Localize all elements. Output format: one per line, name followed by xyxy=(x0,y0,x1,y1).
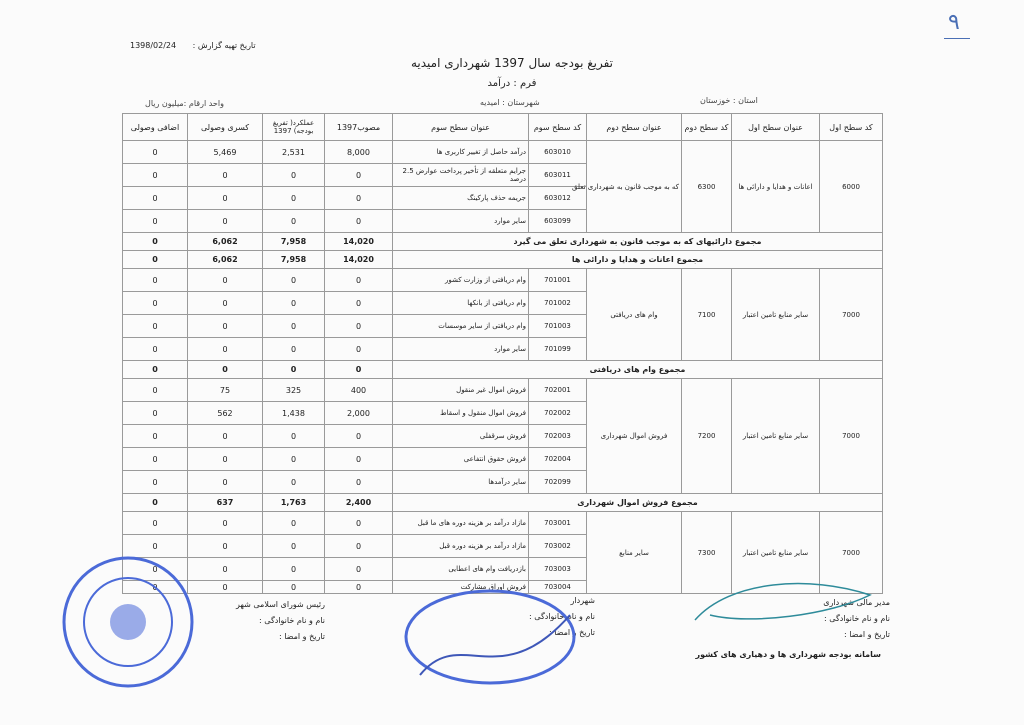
council-stamp xyxy=(58,552,198,692)
subtotal-label: مجموع فروش اموال شهرداری xyxy=(393,494,883,512)
row-surplus: 0 xyxy=(123,425,188,448)
row-title: فروش سرقفلی xyxy=(393,425,529,448)
row-surplus: 0 xyxy=(123,141,188,164)
page-number-underline xyxy=(944,38,970,39)
row-deficit: 0 xyxy=(188,338,263,361)
col-approved: مصوب1397 xyxy=(325,114,393,141)
col-l2-title: عنوان سطح دوم xyxy=(587,114,682,141)
subtotal-row xyxy=(123,361,883,379)
finance-manager-name-label: نام و نام خانوادگی : xyxy=(824,614,890,623)
row-deficit: 562 xyxy=(188,402,263,425)
row-code: 603012 xyxy=(529,187,587,210)
row-code: 702001 xyxy=(529,379,587,402)
subtotal-row xyxy=(123,251,883,269)
group3-l2-code: 7200 xyxy=(682,379,732,494)
row-approved: 0 xyxy=(325,187,393,210)
row-actual: 0 xyxy=(263,164,325,187)
subtotal-deficit: 0 xyxy=(188,361,263,379)
subtotal-row xyxy=(123,233,883,251)
council-head-title: رئیس شورای اسلامی شهر xyxy=(236,600,325,609)
row-actual: 0 xyxy=(263,210,325,233)
group3-l2-title: فروش اموال شهرداری xyxy=(587,379,682,494)
row-code: 703004 xyxy=(529,581,587,594)
group4-l2-title: سایر منابع xyxy=(587,512,682,594)
row-deficit: 0 xyxy=(188,269,263,292)
subtotal-actual: 0 xyxy=(263,361,325,379)
group1-l1-code: 6000 xyxy=(820,141,883,233)
row-approved: 0 xyxy=(325,512,393,535)
row-deficit: 0 xyxy=(188,512,263,535)
system-name: سامانه بودجه شهرداری ها و دهیاری های کشور xyxy=(695,650,881,659)
row-actual: 2,531 xyxy=(263,141,325,164)
row-code: 703001 xyxy=(529,512,587,535)
row-surplus: 0 xyxy=(123,187,188,210)
mayor-name-label: نام و نام خانوادگی : xyxy=(529,612,595,621)
group4-l1-code: 7000 xyxy=(820,512,883,594)
row-actual: 0 xyxy=(263,315,325,338)
col-actual: عملکرد( تفریغ بودجه) 1397 xyxy=(263,114,325,141)
row-actual: 0 xyxy=(263,425,325,448)
subtotal-surplus: 0 xyxy=(123,361,188,379)
table-row xyxy=(123,512,883,535)
row-title: جریمه حذف پارکینگ xyxy=(393,187,529,210)
col-l1-title: عنوان سطح اول xyxy=(732,114,820,141)
row-title: بازدریافت وام های اعطایی xyxy=(393,558,529,581)
row-actual: 0 xyxy=(263,338,325,361)
row-approved: 2,000 xyxy=(325,402,393,425)
row-deficit: 0 xyxy=(188,448,263,471)
subtotal-approved: 14,020 xyxy=(325,233,393,251)
row-title: درآمد حاصل از تغییر کاربری ها xyxy=(393,141,529,164)
row-actual: 0 xyxy=(263,535,325,558)
row-approved: 0 xyxy=(325,425,393,448)
page-number: ٩ xyxy=(948,10,960,35)
row-actual: 0 xyxy=(263,558,325,581)
mayor-date-label: تاریخ و امضا : xyxy=(549,628,595,637)
row-title: فروش اوراق مشارکت xyxy=(393,581,529,594)
emblem-icon xyxy=(110,604,146,640)
row-surplus: 0 xyxy=(123,471,188,494)
row-code: 702099 xyxy=(529,471,587,494)
row-title: وام دریافتی از سایر موسسات xyxy=(393,315,529,338)
page-title: تفریغ بودجه سال 1397 شهرداری امیدیه xyxy=(410,56,614,70)
finance-signature xyxy=(690,575,880,635)
row-title: سایر موارد xyxy=(393,338,529,361)
row-surplus: 0 xyxy=(123,512,188,535)
row-actual: 0 xyxy=(263,187,325,210)
row-approved: 0 xyxy=(325,210,393,233)
row-title: سایر موارد xyxy=(393,210,529,233)
row-surplus: 0 xyxy=(123,210,188,233)
row-deficit: 0 xyxy=(188,535,263,558)
finance-manager-title: مدیر مالی شهرداری xyxy=(823,598,890,607)
row-approved: 0 xyxy=(325,269,393,292)
row-deficit: 5,469 xyxy=(188,141,263,164)
row-surplus: 0 xyxy=(123,292,188,315)
row-surplus: 0 xyxy=(123,315,188,338)
signature-stroke-icon xyxy=(420,615,570,675)
subtotal-approved: 2,400 xyxy=(325,494,393,512)
row-approved: 0 xyxy=(325,581,393,594)
row-code: 603010 xyxy=(529,141,587,164)
row-code: 701003 xyxy=(529,315,587,338)
row-approved: 400 xyxy=(325,379,393,402)
subtotal-deficit: 6,062 xyxy=(188,233,263,251)
subtotal-surplus: 0 xyxy=(123,251,188,269)
budget-table xyxy=(122,113,883,594)
subtotal-actual: 7,958 xyxy=(263,251,325,269)
form-subtitle: فرم : درآمد xyxy=(487,78,537,89)
row-surplus: 0 xyxy=(123,535,188,558)
subtotal-surplus: 0 xyxy=(123,494,188,512)
report-date-label: تاریخ تهیه گزارش : xyxy=(192,41,256,50)
row-actual: 0 xyxy=(263,471,325,494)
row-surplus: 0 xyxy=(123,269,188,292)
subtotal-actual: 1,763 xyxy=(263,494,325,512)
row-approved: 0 xyxy=(325,292,393,315)
mayor-title: شهردار xyxy=(570,596,595,605)
col-l3-title: عنوان سطح سوم xyxy=(393,114,529,141)
row-title: فروش حقوق انتفاعی xyxy=(393,448,529,471)
row-code: 703003 xyxy=(529,558,587,581)
col-l3-code: کد سطح سوم xyxy=(529,114,587,141)
row-approved: 0 xyxy=(325,338,393,361)
row-code: 701099 xyxy=(529,338,587,361)
row-deficit: 0 xyxy=(188,210,263,233)
row-deficit: 0 xyxy=(188,425,263,448)
group2-l2-title: وام های دریافتی xyxy=(587,269,682,361)
subtotal-label: مجموع اعانات و هدایا و دارائی ها xyxy=(393,251,883,269)
row-code: 702003 xyxy=(529,425,587,448)
row-approved: 0 xyxy=(325,164,393,187)
group2-l2-code: 7100 xyxy=(682,269,732,361)
row-code: 701001 xyxy=(529,269,587,292)
row-deficit: 0 xyxy=(188,187,263,210)
row-surplus: 0 xyxy=(123,448,188,471)
row-code: 701002 xyxy=(529,292,587,315)
council-head-block xyxy=(200,600,325,641)
col-l1-code: کد سطح اول xyxy=(820,114,883,141)
report-date xyxy=(130,41,256,50)
subtotal-approved: 14,020 xyxy=(325,251,393,269)
row-deficit: 0 xyxy=(188,471,263,494)
row-title: جرایم متعلقه از تأخیر پرداخت عوارض 2.5 درصد xyxy=(393,164,529,187)
signature-stroke-icon xyxy=(695,584,870,620)
col-l2-code: کد سطح دوم xyxy=(682,114,732,141)
row-approved: 0 xyxy=(325,558,393,581)
col-surplus: اضافی وصولی xyxy=(123,114,188,141)
ministry-stamp xyxy=(400,585,580,690)
row-surplus: 0 xyxy=(123,338,188,361)
row-title: مازاد درآمد بر هزینه دوره های ما قبل xyxy=(393,512,529,535)
report-date-value: 1398/02/24 xyxy=(130,41,177,50)
row-code: 603099 xyxy=(529,210,587,233)
subtotal-deficit: 6,062 xyxy=(188,251,263,269)
subtotal-row xyxy=(123,494,883,512)
row-actual: 0 xyxy=(263,448,325,471)
group1-l2-code: 6300 xyxy=(682,141,732,233)
units-label: واحد ارقام :میلیون ریال xyxy=(145,99,224,108)
row-title: وام دریافتی از وزارت کشور xyxy=(393,269,529,292)
subtotal-approved: 0 xyxy=(325,361,393,379)
row-actual: 0 xyxy=(263,581,325,594)
row-surplus: 0 xyxy=(123,558,188,581)
subtotal-surplus: 0 xyxy=(123,233,188,251)
row-title: وام دریافتی از بانکها xyxy=(393,292,529,315)
row-title: مازاد درآمد بر هزینه دوره قبل xyxy=(393,535,529,558)
city-label: شهرستان : امیدیه xyxy=(480,98,540,107)
table-header-row xyxy=(123,114,883,141)
row-code: 603011 xyxy=(529,164,587,187)
row-surplus: 0 xyxy=(123,402,188,425)
row-actual: 0 xyxy=(263,292,325,315)
row-title: فروش اموال غیر منقول xyxy=(393,379,529,402)
subtotal-actual: 7,958 xyxy=(263,233,325,251)
row-actual: 1,438 xyxy=(263,402,325,425)
row-actual: 0 xyxy=(263,512,325,535)
group4-l1-title: سایر منابع تامین اعتبار xyxy=(732,512,820,594)
table-row xyxy=(123,379,883,402)
group2-l1-title: سایر منابع تامین اعتبار xyxy=(732,269,820,361)
group3-l1-code: 7000 xyxy=(820,379,883,494)
row-deficit: 0 xyxy=(188,581,263,594)
row-code: 702004 xyxy=(529,448,587,471)
subtotal-label: مجموع وام های دریافتی xyxy=(393,361,883,379)
row-deficit: 75 xyxy=(188,379,263,402)
row-surplus: 0 xyxy=(123,379,188,402)
finance-manager-date-label: تاریخ و امضا : xyxy=(844,630,890,639)
row-code: 703002 xyxy=(529,535,587,558)
row-code: 702002 xyxy=(529,402,587,425)
group4-l2-code: 7300 xyxy=(682,512,732,594)
row-surplus: 0 xyxy=(123,164,188,187)
row-actual: 325 xyxy=(263,379,325,402)
province-label: استان : خوزستان xyxy=(700,96,758,105)
group3-l1-title: سایر منابع تامین اعتبار xyxy=(732,379,820,494)
group2-l1-code: 7000 xyxy=(820,269,883,361)
row-actual: 0 xyxy=(263,269,325,292)
row-approved: 8,000 xyxy=(325,141,393,164)
table-row xyxy=(123,141,883,164)
council-head-name-label: نام و نام خانوادگی : xyxy=(259,616,325,625)
row-approved: 0 xyxy=(325,448,393,471)
table-row xyxy=(123,269,883,292)
group1-l2-title: که به موجب قانون به شهرداری تعلق xyxy=(587,141,682,233)
row-deficit: 0 xyxy=(188,315,263,338)
subtotal-label: مجموع دارائیهای که به موجب قانون به شهرداری تعلق می گیرد xyxy=(393,233,883,251)
row-approved: 0 xyxy=(325,535,393,558)
row-title: سایر درآمدها xyxy=(393,471,529,494)
group1-l1-title: اعانات و هدایا و دارائی ها xyxy=(732,141,820,233)
row-deficit: 0 xyxy=(188,164,263,187)
row-approved: 0 xyxy=(325,471,393,494)
ministry-stamp-ring xyxy=(406,591,574,683)
council-head-date-label: تاریخ و امضا : xyxy=(279,632,325,641)
row-title: فروش اموال منقول و اسقاط xyxy=(393,402,529,425)
row-approved: 0 xyxy=(325,315,393,338)
row-deficit: 0 xyxy=(188,558,263,581)
subtotal-deficit: 637 xyxy=(188,494,263,512)
row-deficit: 0 xyxy=(188,292,263,315)
row-surplus: 0 xyxy=(123,581,188,594)
col-deficit: کسری وصولی xyxy=(188,114,263,141)
